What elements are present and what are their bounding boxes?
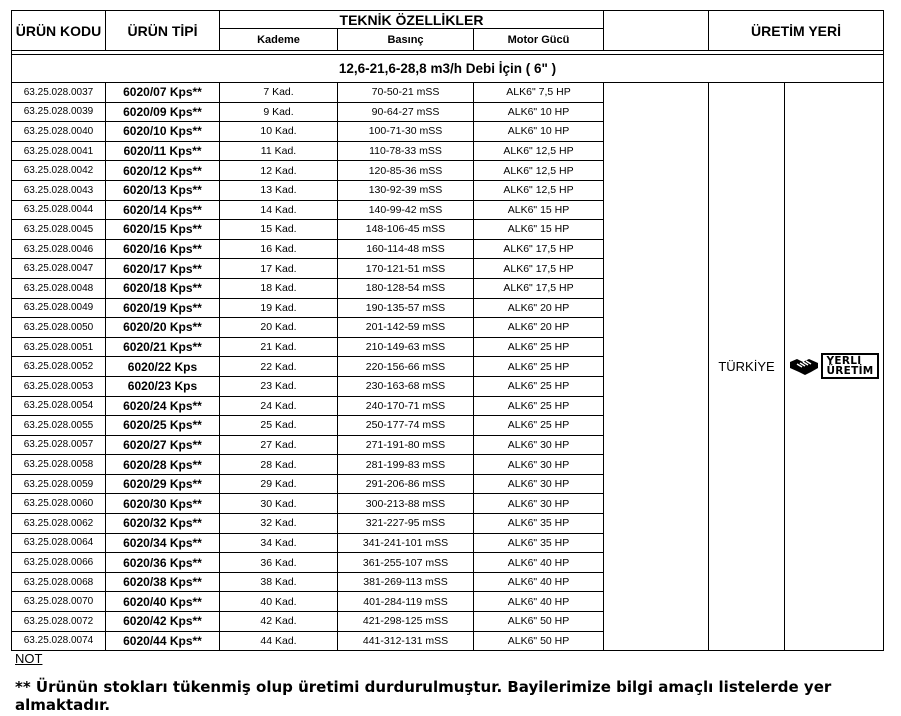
product-type: 6020/20 Kps**	[106, 318, 220, 338]
motor-value: ALK6" 10 HP	[474, 102, 604, 122]
motor-value: ALK6" 10 HP	[474, 122, 604, 142]
header-urun-tipi: ÜRÜN TİPİ	[106, 11, 220, 51]
basinc-value: 321-227-95 mSS	[338, 514, 474, 534]
basinc-value: 230-163-68 mSS	[338, 376, 474, 396]
basinc-value: 401-284-119 mSS	[338, 592, 474, 612]
product-type: 6020/42 Kps**	[106, 612, 220, 632]
kademe-value: 22 Kad.	[220, 357, 338, 377]
product-code: 63.25.028.0053	[12, 376, 106, 396]
motor-value: ALK6" 50 HP	[474, 612, 604, 632]
basinc-value: 381-269-113 mSS	[338, 572, 474, 592]
basinc-value: 140-99-42 mSS	[338, 200, 474, 220]
product-code: 63.25.028.0040	[12, 122, 106, 142]
note-label: NOT	[15, 651, 43, 666]
logo-line-2: ÜRETİM	[826, 364, 874, 377]
header-blank	[604, 11, 709, 51]
basinc-value: 300-213-88 mSS	[338, 494, 474, 514]
header-kademe: Kademe	[220, 29, 338, 51]
kademe-value: 34 Kad.	[220, 533, 338, 553]
kademe-value: 44 Kad.	[220, 631, 338, 651]
header-motor-gucu: Motor Gücü	[474, 29, 604, 51]
product-type: 6020/29 Kps**	[106, 474, 220, 494]
motor-value: ALK6" 50 HP	[474, 631, 604, 651]
product-code: 63.25.028.0051	[12, 337, 106, 357]
basinc-value: 210-149-63 mSS	[338, 337, 474, 357]
product-code: 63.25.028.0057	[12, 435, 106, 455]
product-type: 6020/14 Kps**	[106, 200, 220, 220]
kademe-value: 14 Kad.	[220, 200, 338, 220]
motor-value: ALK6" 20 HP	[474, 298, 604, 318]
product-type: 6020/09 Kps**	[106, 102, 220, 122]
product-code: 63.25.028.0054	[12, 396, 106, 416]
product-type: 6020/13 Kps**	[106, 180, 220, 200]
product-type: 6020/38 Kps**	[106, 572, 220, 592]
product-code: 63.25.028.0052	[12, 357, 106, 377]
header-urun-kodu: ÜRÜN KODU	[12, 11, 106, 51]
kademe-value: 19 Kad.	[220, 298, 338, 318]
motor-value: ALK6" 12,5 HP	[474, 161, 604, 181]
product-type: 6020/15 Kps**	[106, 220, 220, 240]
motor-value: ALK6" 35 HP	[474, 514, 604, 534]
table-row	[12, 83, 884, 103]
kademe-value: 24 Kad.	[220, 396, 338, 416]
motor-value: ALK6" 30 HP	[474, 435, 604, 455]
product-code: 63.25.028.0059	[12, 474, 106, 494]
product-type: 6020/12 Kps**	[106, 161, 220, 181]
basinc-value: 148-106-45 mSS	[338, 220, 474, 240]
header-teknik-ozellikler: TEKNİK ÖZELLİKLER	[220, 11, 604, 29]
product-type: 6020/16 Kps**	[106, 239, 220, 259]
basinc-value: 130-92-39 mSS	[338, 180, 474, 200]
production-place: TÜRKİYE	[709, 83, 785, 651]
motor-value: ALK6" 17,5 HP	[474, 239, 604, 259]
header-uretim-yeri: ÜRETİM YERİ	[709, 11, 884, 51]
product-code: 63.25.028.0072	[12, 612, 106, 632]
product-type: 6020/27 Kps**	[106, 435, 220, 455]
product-type: 6020/24 Kps**	[106, 396, 220, 416]
product-type: 6020/40 Kps**	[106, 592, 220, 612]
basinc-value: 70-50-21 mSS	[338, 83, 474, 103]
motor-value: ALK6" 35 HP	[474, 533, 604, 553]
product-code: 63.25.028.0055	[12, 416, 106, 436]
motor-value: ALK6" 40 HP	[474, 592, 604, 612]
basinc-value: 120-85-36 mSS	[338, 161, 474, 181]
product-code: 63.25.028.0043	[12, 180, 106, 200]
motor-value: ALK6" 40 HP	[474, 572, 604, 592]
basinc-value: 250-177-74 mSS	[338, 416, 474, 436]
kademe-value: 21 Kad.	[220, 337, 338, 357]
product-type: 6020/07 Kps**	[106, 83, 220, 103]
kademe-value: 17 Kad.	[220, 259, 338, 279]
basinc-value: 190-135-57 mSS	[338, 298, 474, 318]
product-code: 63.25.028.0045	[12, 220, 106, 240]
motor-value: ALK6" 7,5 HP	[474, 83, 604, 103]
kademe-value: 40 Kad.	[220, 592, 338, 612]
motor-value: ALK6" 25 HP	[474, 396, 604, 416]
product-type: 6020/34 Kps**	[106, 533, 220, 553]
basinc-value: 90-64-27 mSS	[338, 102, 474, 122]
product-type: 6020/22 Kps	[106, 357, 220, 377]
motor-value: ALK6" 30 HP	[474, 474, 604, 494]
product-type: 6020/36 Kps**	[106, 553, 220, 573]
kademe-value: 10 Kad.	[220, 122, 338, 142]
kademe-value: 36 Kad.	[220, 553, 338, 573]
motor-value: ALK6" 12,5 HP	[474, 141, 604, 161]
basinc-value: 341-241-101 mSS	[338, 533, 474, 553]
motor-value: ALK6" 25 HP	[474, 376, 604, 396]
motor-value: ALK6" 30 HP	[474, 494, 604, 514]
basinc-value: 100-71-30 mSS	[338, 122, 474, 142]
product-code: 63.25.028.0047	[12, 259, 106, 279]
motor-value: ALK6" 40 HP	[474, 553, 604, 573]
product-type: 6020/18 Kps**	[106, 278, 220, 298]
product-code: 63.25.028.0039	[12, 102, 106, 122]
product-code: 63.25.028.0060	[12, 494, 106, 514]
product-code: 63.25.028.0049	[12, 298, 106, 318]
basinc-value: 220-156-66 mSS	[338, 357, 474, 377]
basinc-value: 291-206-86 mSS	[338, 474, 474, 494]
product-type: 6020/10 Kps**	[106, 122, 220, 142]
logo-line-1: YERLİ	[826, 354, 862, 367]
product-type: 6020/17 Kps**	[106, 259, 220, 279]
motor-value: ALK6" 25 HP	[474, 416, 604, 436]
product-code: 63.25.028.0046	[12, 239, 106, 259]
kademe-value: 9 Kad.	[220, 102, 338, 122]
yerli-uretim-logo	[785, 83, 884, 651]
basinc-value: 421-298-125 mSS	[338, 612, 474, 632]
product-type: 6020/11 Kps**	[106, 141, 220, 161]
product-code: 63.25.028.0037	[12, 83, 106, 103]
product-type: 6020/21 Kps**	[106, 337, 220, 357]
kademe-value: 16 Kad.	[220, 239, 338, 259]
product-code: 63.25.028.0041	[12, 141, 106, 161]
header-basinc: Basınç	[338, 29, 474, 51]
kademe-value: 32 Kad.	[220, 514, 338, 534]
motor-value: ALK6" 25 HP	[474, 337, 604, 357]
handshake-icon	[789, 356, 819, 376]
basinc-value: 110-78-33 mSS	[338, 141, 474, 161]
product-code: 63.25.028.0042	[12, 161, 106, 181]
note-text: ** Ürünün stokları tükenmiş olup üretimi durdurulmuştur. Bayilerimize bilgi amaçlı listelerde yer almaktadır.	[15, 678, 832, 714]
basinc-value: 240-170-71 mSS	[338, 396, 474, 416]
product-type: 6020/32 Kps**	[106, 514, 220, 534]
kademe-value: 38 Kad.	[220, 572, 338, 592]
product-type: 6020/25 Kps**	[106, 416, 220, 436]
kademe-value: 7 Kad.	[220, 83, 338, 103]
basinc-value: 361-255-107 mSS	[338, 553, 474, 573]
motor-value: ALK6" 17,5 HP	[474, 278, 604, 298]
kademe-value: 15 Kad.	[220, 220, 338, 240]
basinc-value: 281-199-83 mSS	[338, 455, 474, 475]
basinc-value: 201-142-59 mSS	[338, 318, 474, 338]
kademe-value: 20 Kad.	[220, 318, 338, 338]
kademe-value: 27 Kad.	[220, 435, 338, 455]
logo-text-box	[821, 353, 878, 379]
section-title: 12,6-21,6-28,8 m3/h Debi İçin ( 6" )	[12, 55, 884, 83]
motor-value: ALK6" 20 HP	[474, 318, 604, 338]
product-code: 63.25.028.0066	[12, 553, 106, 573]
product-code: 63.25.028.0044	[12, 200, 106, 220]
product-type: 6020/44 Kps**	[106, 631, 220, 651]
motor-value: ALK6" 12,5 HP	[474, 180, 604, 200]
product-code: 63.25.028.0050	[12, 318, 106, 338]
kademe-value: 25 Kad.	[220, 416, 338, 436]
product-code: 63.25.028.0074	[12, 631, 106, 651]
kademe-value: 11 Kad.	[220, 141, 338, 161]
motor-value: ALK6" 17,5 HP	[474, 259, 604, 279]
kademe-value: 30 Kad.	[220, 494, 338, 514]
kademe-value: 12 Kad.	[220, 161, 338, 181]
kademe-value: 29 Kad.	[220, 474, 338, 494]
kademe-value: 28 Kad.	[220, 455, 338, 475]
product-type: 6020/28 Kps**	[106, 455, 220, 475]
kademe-value: 23 Kad.	[220, 376, 338, 396]
motor-value: ALK6" 25 HP	[474, 357, 604, 377]
product-code: 63.25.028.0070	[12, 592, 106, 612]
basinc-value: 271-191-80 mSS	[338, 435, 474, 455]
product-type: 6020/30 Kps**	[106, 494, 220, 514]
product-code: 63.25.028.0048	[12, 278, 106, 298]
motor-value: ALK6" 15 HP	[474, 220, 604, 240]
basinc-value: 180-128-54 mSS	[338, 278, 474, 298]
kademe-value: 18 Kad.	[220, 278, 338, 298]
blank-column	[604, 83, 709, 651]
product-table	[11, 10, 884, 651]
product-type: 6020/23 Kps	[106, 376, 220, 396]
product-code: 63.25.028.0058	[12, 455, 106, 475]
product-type: 6020/19 Kps**	[106, 298, 220, 318]
product-code: 63.25.028.0062	[12, 514, 106, 534]
product-code: 63.25.028.0064	[12, 533, 106, 553]
kademe-value: 13 Kad.	[220, 180, 338, 200]
motor-value: ALK6" 30 HP	[474, 455, 604, 475]
product-code: 63.25.028.0068	[12, 572, 106, 592]
motor-value: ALK6" 15 HP	[474, 200, 604, 220]
product-table-frame	[11, 10, 883, 648]
basinc-value: 441-312-131 mSS	[338, 631, 474, 651]
kademe-value: 42 Kad.	[220, 612, 338, 632]
basinc-value: 170-121-51 mSS	[338, 259, 474, 279]
basinc-value: 160-114-48 mSS	[338, 239, 474, 259]
